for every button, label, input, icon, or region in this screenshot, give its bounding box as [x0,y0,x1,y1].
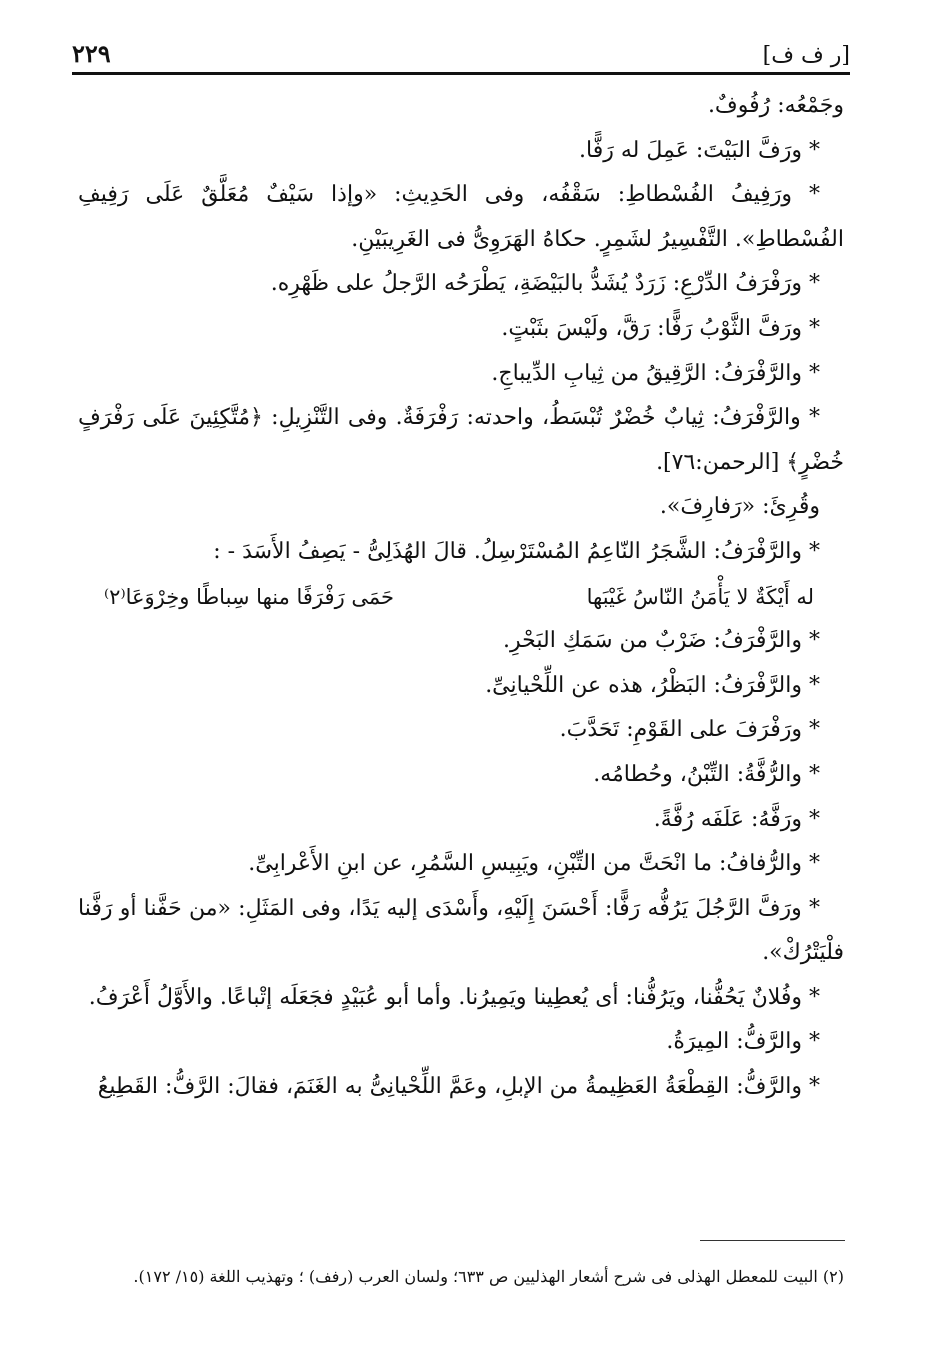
paragraph: * والرَّفْرَفُ: البَظْرُ، هذه عن اللِّحْيانِىِّ. [485,672,820,698]
paragraph: * ورَفْرَفَ على القَوْمِ: تَحَدَّبَ. [559,717,820,743]
paragraph: * ورَفَّ البَيْتَ: عَمِلَ له رَفًّا. [579,137,820,163]
paragraph: وجَمْعُه: رُفُوفٌ. [707,93,844,118]
paragraph: وقُرِئَ: «رَفارِفَ». [659,494,820,520]
poetry-verse [78,575,844,620]
verse-hemistich-first: له أَيْكَةٌ لا يَأْمَنُ النّاسُ غَيْبَها [586,584,814,609]
paragraph: * ورَفَّ الرَّجُلَ يَرُفُّه رَفًّا: أَحْسَنَ إِلَيْهِ، وأَسْدَى إليه يَدًا، وفى المَثَلِ: «من حَفَّنا أو رَفَّنا فلْيَتْرُكْ». [78,895,844,966]
paragraph: * والرَّفْرَفُ: الرَّقِيقُ من ثِيابِ الدِّيباجِ. [491,360,820,386]
paragraph: * ورَفْرَفُ الدِّرْعِ: زَرَدٌ يُشَدُّ بالبَيْضَةِ، يَطْرَحُه الرَّجلُ على ظَهْرِه. [270,271,820,297]
paragraph: * والرَّفُّ: المِيرَةُ. [666,1029,820,1055]
paragraph: * ورَفِيفُ الفُسْطاطِ: سَقْفُه، وفى الحَدِيثِ: «وإذا سَيْفٌ مُعَلَّقٌ عَلَى رَفِيفِ الفُسْطاطِ». التَّفْسِيرُ لشَمِرٍ. حكاهُ الهَرَوِىُّ فى الغَرِيبَيْنِ. [78,182,844,252]
paragraph: * ورَفَّهُ: عَلَفَه رُفَّةً. [653,806,820,832]
paragraph: * والرُّفَّةُ: التِّبْنُ، وحُطامُه. [593,761,820,787]
paragraph: * ورَفَّ الثَّوْبُ رَفًّا: رَقَّ، ولَيْسَ بثَبْتٍ. [501,315,820,341]
main-text [78,84,844,1110]
page-header [72,28,850,75]
paragraph: * والرَّفُّ: القِطْعَةُ العَظِيمةُ من الإبلِ، وعَمَّ اللِّحْيانِىُّ به الغَنَمَ، فقالَ: الرَّفُّ: القَطِيعُ [97,1074,820,1100]
verse-hemistich-second: حَمَى رَفْرَفًا منها سِباطًا وخِرْوَعَا⁽٢⁾ [104,584,395,609]
paragraph: * والرُّفافُ: ما انْحَتَّ من التِّبْنِ، ويَبِيسِ السَّمُرِ، عن ابنِ الأَعْرابِىِّ. [248,851,820,877]
paragraph: * والرَّفْرَفُ: الشَّجَرُ النّاعِمُ المُسْتَرْسِلُ. قالَ الهُذَلِىُّ - يَصِفُ الأَسَدَ - : [213,538,820,564]
paragraph: * والرَّفْرَفُ: ضَرْبٌ من سَمَكِ البَحْرِ. [503,628,820,654]
page-number: ٢٢٩ [72,39,111,68]
paragraph: * وفُلانٌ يَحُفُّنا، ويَرُفُّنا: أى يُعطِينا ويَمِيرُنا. وأما أبو عُبَيْدٍ فجَعَلَه إتْباعًا. والأَوَّلُ أَعْرَفُ. [88,984,820,1010]
footnote-divider [700,1240,845,1241]
entry-root: [ر ف ف] [762,43,850,68]
paragraph: * والرَّفْرَفُ: ثِيابٌ خُضْرٌ تُبْسَطُ، واحدته: رَفْرَفَةٌ. وفى التَّنْزِيلِ: ﴿مُتَّكِئِينَ عَلَى رَفْرَفٍ خُضْرٍ﴾ [الرحمن:٧٦]. [78,405,844,475]
footnote: (٢) البيت للمعطل الهذلى فى شرح أشعار الهذليين ص ٦٣٣؛ ولسان العرب (رفف) ؛ وتهذيب اللغة (١٥/ ١٧٢). [133,1267,844,1286]
